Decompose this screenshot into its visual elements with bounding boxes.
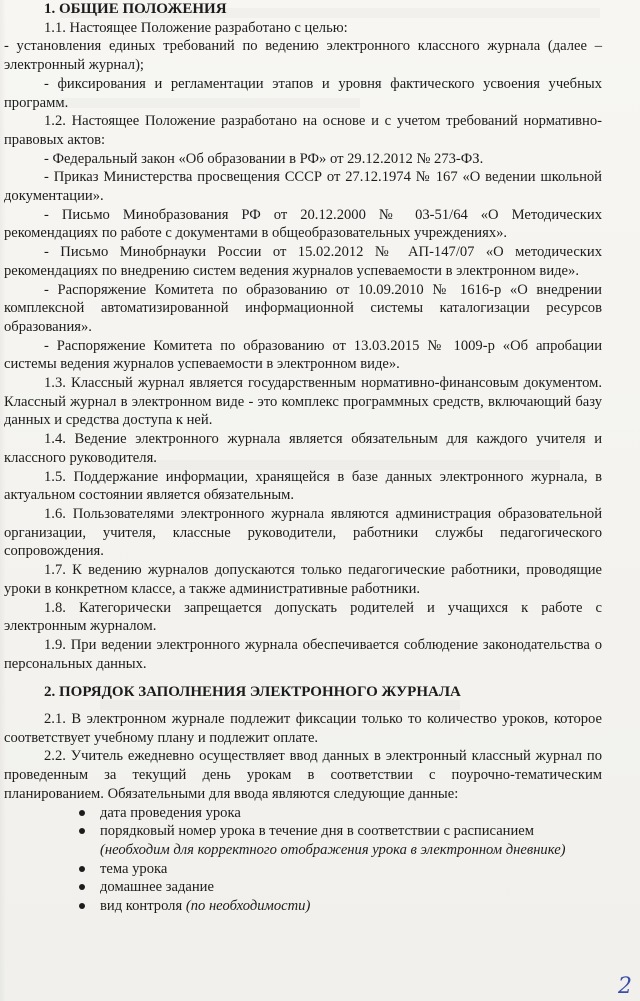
list-item-text: дата проведения урока — [100, 804, 241, 821]
paragraph-1-3: 1.3. Классный журнал является государственным нормативно-финансовым документом. Классный журнал в электронном виде - это комплекс программных средств, включающий базу данных и средства доступа к ней. — [4, 375, 602, 429]
law-item: - Письмо Минобразования РФ от 20.12.2000 № 03-51/64 «О Методических рекомендациях по работе с документами в общеобразовательных учреждениях». — [4, 206, 602, 242]
list-item — [76, 822, 602, 859]
paragraph-1-6: 1.6. Пользователями электронного журнала являются администрация образовательной организации, учителя, классные руководители, работники службы педагогического сопровождения. — [4, 505, 602, 560]
paragraph-2-1: 2.1. В электронном журнале подлежит фиксации только то количество уроков, которое соответствует учебному плану и подлежит оплате. — [4, 711, 602, 746]
list-item — [76, 804, 602, 823]
paragraph-1-9: 1.9. При ведении электронного журнала обеспечивается соблюдение законодательства о персональных данных. — [4, 636, 602, 672]
paragraph-1-1: 1.1. Настоящее Положение разработано с целью: — [44, 19, 348, 36]
law-item: - Письмо Минобрнауки России от 15.02.2012 № АП-147/07 «О методических рекомендациях по внедрению систем ведения журналов успеваемости в электронном виде». — [4, 244, 602, 279]
document-body — [4, 0, 602, 916]
paragraph-1-5: 1.5. Поддержание информации, хранящейся в базе данных электронного журнала, в актуальном состоянии является обязательным. — [4, 468, 602, 504]
list-item-text: домашнее задание — [100, 879, 214, 896]
law-item: - Приказ Министерства просвещения СССР от 27.12.1974 № 167 «О ведении школьной документации». — [4, 169, 602, 205]
list-item-text: тема урока — [100, 860, 168, 877]
list-item — [76, 897, 602, 916]
list-item-note: (необходим для корректного отображения урока в электронном дневнике) — [100, 841, 566, 858]
paragraph-1-4: 1.4. Ведение электронного журнала является обязательным для каждого учителя и классного руководителя. — [4, 431, 602, 466]
law-item: - Распоряжение Комитета по образованию от 13.03.2015 № 1009-р «Об апробации системы ведения журналов успеваемости в электронном виде». — [4, 337, 602, 373]
list-item — [76, 860, 602, 879]
list-item-note: (по необходимости) — [185, 898, 311, 915]
page-number: 2 — [618, 974, 632, 999]
law-item: - Федеральный закон «Об образовании в РФ» от 29.12.2012 № 273-ФЗ. — [44, 150, 484, 167]
section-1-heading: 1. ОБЩИЕ ПОЛОЖЕНИЯ — [44, 1, 227, 17]
list-item — [76, 878, 602, 897]
required-data-list — [4, 804, 602, 916]
paragraph-1-7: 1.7. К ведению журналов допускаются только педагогические работники, проводящие уроки в конкретном классе, а также административные работники. — [4, 562, 602, 597]
paragraph-1-2: 1.2. Настоящее Положение разработано на основе и с учетом требований нормативно-правовых актов: — [4, 113, 602, 148]
list-item-text: вид контроля — [100, 898, 186, 915]
law-item: - Распоряжение Комитета по образованию от 10.09.2010 № 1616-р «О внедрении комплексной автоматизированной информационной системы каталогизации ресурсов образования». — [4, 281, 602, 335]
list-item-text: порядковый номер урока в течение дня в соответствии с расписанием — [100, 823, 535, 840]
paragraph-1-1-a: - установления единых требований по ведению электронного классного журнала (далее – электронный журнал); — [4, 38, 602, 74]
section-2-heading: 2. ПОРЯДОК ЗАПОЛНЕНИЯ ЭЛЕКТРОННОГО ЖУРНАЛА — [44, 684, 461, 701]
paragraph-1-1-b: - фиксирования и регламентации этапов и уровня фактического усвоения учебных программ. — [4, 75, 602, 111]
paragraph-2-2: 2.2. Учитель ежедневно осуществляет ввод данных в электронный классный журнал по проведенным за текущий день урокам в соответствии с поурочно-тематическим планированием. Обязательными для ввода являются следующие данные: — [4, 748, 602, 802]
paragraph-1-8: 1.8. Категорически запрещается допускать родителей и учащихся к работе с электронным журналом. — [4, 599, 602, 635]
